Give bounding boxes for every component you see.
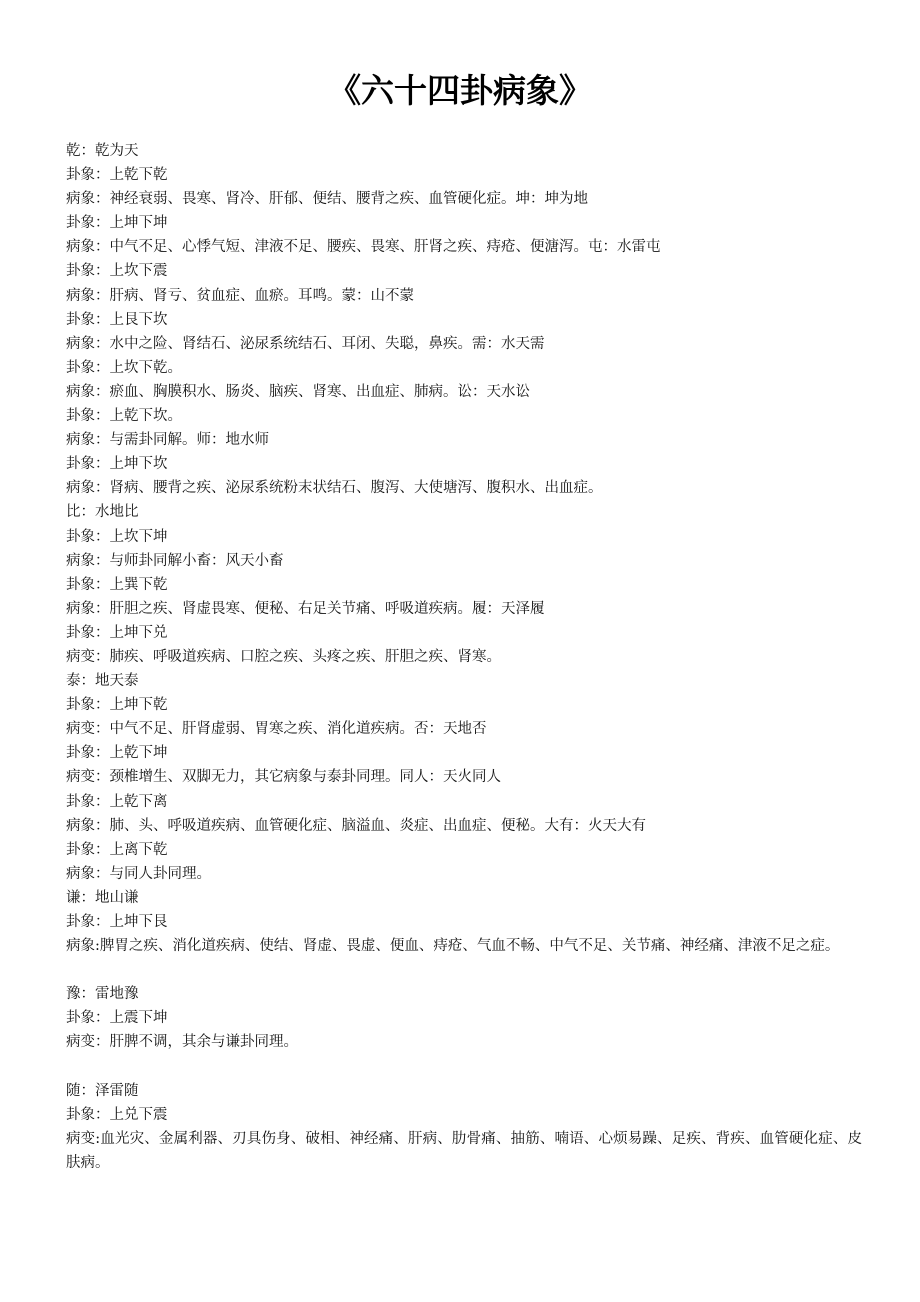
text-line: 卦象：上乾下离 <box>66 793 168 810</box>
text-line: 卦象：上坎下乾。 <box>66 359 182 376</box>
text-line: 卦象：上兑下震 <box>66 1106 168 1123</box>
text-line: 病象：瘀血、胸膜积水、肠炎、脑疾、肾寒、出血症、肺病。讼：天水讼 <box>66 383 530 400</box>
text-line: 病变：中气不足、肝肾虚弱、胃寒之疾、消化道疾病。否：天地否 <box>66 721 487 738</box>
text-line: 泰：地天泰 <box>66 673 139 690</box>
blank-line <box>66 1055 862 1079</box>
text-line: 卦象：上离下乾 <box>66 841 168 858</box>
text-line: 病象：水中之险、肾结石、泌尿系统结石、耳闭、失聪，鼻疾。需：水天需 <box>66 335 545 352</box>
text-line: 卦象：上坤下乾 <box>66 697 168 714</box>
text-line: 病象：神经衰弱、畏寒、肾冷、肝郁、便结、腰背之疾、血管硬化症。坤：坤为地 <box>66 191 588 208</box>
text-line: 病象：肺、头、呼吸道疾病、血管硬化症、脑溢血、炎症、出血症、便秘。大有：火天大有 <box>66 817 646 834</box>
text-line: 病象：与师卦同解小畜：风天小畜 <box>66 552 284 569</box>
text-line: 病变：肝脾不调，其余与谦卦同理。 <box>66 1034 298 1051</box>
text-line: 卦象：上乾下坤 <box>66 745 168 762</box>
document-title: 《六十四卦病象》 <box>328 71 592 110</box>
text-line: 卦象：上巽下乾 <box>66 576 168 593</box>
text-line: 病象：与需卦同解。师：地水师 <box>66 432 269 449</box>
text-line: 卦象：上坤下坤 <box>66 215 168 232</box>
text-line: 随：泽雷随 <box>66 1082 139 1099</box>
text-paragraph: 病象:脾胃之疾、消化道疾病、使结、肾虚、畏虚、便血、痔疮、气血不畅、中气不足、关节痛、神经痛、津液不足之症。 <box>66 938 840 955</box>
text-line: 病变：肺疾、呼吸道疾病、口腔之疾、头疼之疾、肝胆之疾、肾寒。 <box>66 648 501 665</box>
text-line: 卦象：上乾下乾 <box>66 167 168 184</box>
text-line: 卦象：上震下坤 <box>66 1010 168 1027</box>
text-line: 谦：地山谦 <box>66 889 139 906</box>
text-line: 病变：颈椎增生、双脚无力，其它病象与泰卦同理。同人：天火同人 <box>66 769 501 786</box>
text-line: 卦象：上乾下坎。 <box>66 408 182 425</box>
blank-line <box>66 958 862 982</box>
text-line: 病象：与同人卦同理。 <box>66 865 211 882</box>
text-line: 病象：肝病、肾亏、贫血症、血瘀。耳鸣。蒙：山不蒙 <box>66 287 414 304</box>
text-line: 乾：乾为天 <box>66 143 139 159</box>
text-line: 比：水地比 <box>66 504 139 521</box>
text-line: 豫：雷地豫 <box>66 986 139 1003</box>
text-line: 卦象：上坤下兑 <box>66 624 168 641</box>
text-line: 病象：肝胆之疾、肾虚畏寒、便秘、右足关节痛、呼吸道疾病。履：天泽履 <box>66 600 545 617</box>
text-line: 病象：中气不足、心悸气短、津液不足、腰疾、畏寒、肝肾之疾、痔疮、便溏泻。屯：水雷屯 <box>66 239 661 256</box>
text-paragraph: 病变:血光灾、金属利器、刃具伤身、破相、神经痛、肝病、肋骨痛、抽筋、喃语、心烦易躁、足疾、背疾、血管硬化症、皮肤病。 <box>66 1130 862 1171</box>
text-line: 卦象：上坤下艮 <box>66 914 168 930</box>
text-line: 卦象：上坎下坤 <box>66 528 168 545</box>
document-body <box>66 139 862 1175</box>
text-line: 病象：肾病、腰背之疾、泌尿系统粉末状结石、腹泻、大使塘泻、腹积水、出血症。 <box>66 480 603 497</box>
text-line: 卦象：上坤下坎 <box>66 456 168 473</box>
text-line: 卦象：上艮下坎 <box>66 311 168 328</box>
text-line: 卦象：上坎下震 <box>66 263 168 280</box>
